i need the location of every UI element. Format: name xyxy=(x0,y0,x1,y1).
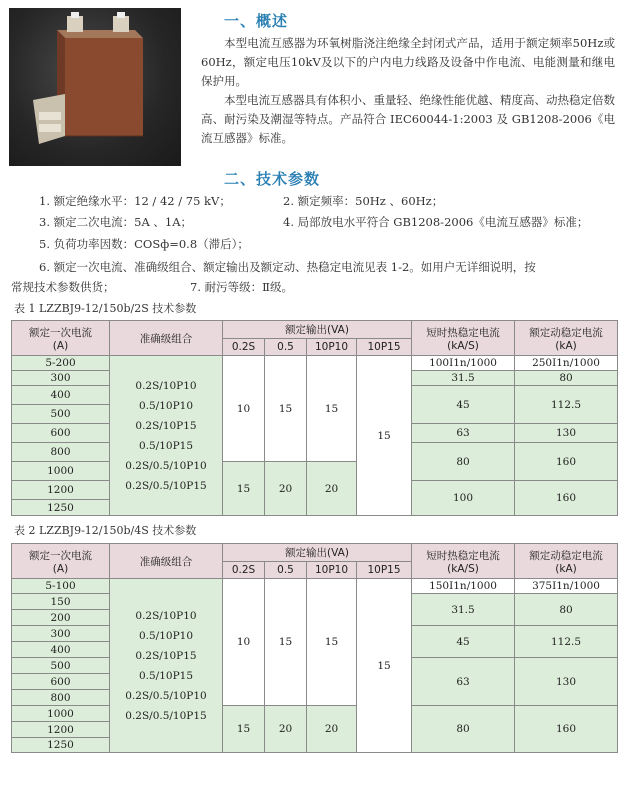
thermal-cell: 31.5 xyxy=(412,371,515,386)
dynamic-cell: 80 xyxy=(515,371,618,386)
spec-list xyxy=(0,0,627,300)
current-cell: 200 xyxy=(12,610,110,626)
header-primary-current: 额定一次电流 (A) xyxy=(12,544,110,579)
dynamic-cell: 112.5 xyxy=(515,626,618,658)
current-cell: 1250 xyxy=(12,738,110,753)
spec-item-7: 7. 耐污等级：Ⅱ级。 xyxy=(190,280,293,294)
current-cell: 1250 xyxy=(12,500,110,516)
spec-item-5: 5. 负荷功率因数：COSф=0.8（滞后）； xyxy=(39,237,249,251)
current-cell: 1200 xyxy=(12,481,110,500)
header-0.2s: 0.2S xyxy=(223,562,265,579)
header-10p15: 10P15 xyxy=(357,562,412,579)
current-cell: 150 xyxy=(12,594,110,610)
thermal-cell: 63 xyxy=(412,424,515,443)
overview-paragraph-2: 本型电流互感器具有体积小、重量轻、绝缘性能优越、精度高、动热稳定倍数高、耐污染及潮湿等特点。产品符合 IEC60044-1:2003 及 GB1208-2006《电流互感器》标准。 xyxy=(201,93,615,145)
output-10p15-cell: 15 xyxy=(357,356,412,516)
header-10p15: 10P15 xyxy=(357,339,412,356)
current-cell: 300 xyxy=(12,626,110,642)
dynamic-cell: 160 xyxy=(515,481,618,516)
output-10p10-cell: 20 xyxy=(307,706,357,753)
table-2-caption: 表 2 LZZBJ9-12/150b/4S 技术参数 xyxy=(14,524,197,537)
current-cell: 1000 xyxy=(12,462,110,481)
output-0.2s-cell: 15 xyxy=(223,706,265,753)
current-cell: 800 xyxy=(12,690,110,706)
header-dynamic: 额定动稳定电流 (kA) xyxy=(515,321,618,356)
spec-item-6: 6. 额定一次电流、准确级组合、额定输出及额定动、热稳定电流见表 1-2。如用户无详细说明，按 xyxy=(39,260,536,274)
thermal-cell: 100 xyxy=(412,481,515,516)
current-cell: 500 xyxy=(12,405,110,424)
output-10p15-cell: 15 xyxy=(357,579,412,753)
spec-item-4: 4. 局部放电水平符合 GB1208-2006《电流互感器》标准； xyxy=(283,215,589,229)
current-cell: 600 xyxy=(12,674,110,690)
output-10p10-cell: 20 xyxy=(307,462,357,516)
thermal-cell: 80 xyxy=(412,706,515,753)
output-0.5-cell: 20 xyxy=(265,706,307,753)
tech-params-title: 二、技术参数 xyxy=(224,170,321,188)
header-10p10: 10P10 xyxy=(307,562,357,579)
output-0.5-cell: 20 xyxy=(265,462,307,516)
header-thermal: 短时热稳定电流 (kA/S) xyxy=(412,544,515,579)
output-10p10-cell: 15 xyxy=(307,356,357,462)
table-2 xyxy=(11,543,618,753)
header-0.5: 0.5 xyxy=(265,339,307,356)
output-10p10-cell: 15 xyxy=(307,579,357,706)
overview-paragraph-1: 本型电流互感器为环氧树脂浇注绝缘全封闭式产品，适用于额定频率50Hz或60Hz，额定电压10kV及以下的户内电力线路及设备中作电流、电能测量和继电保护用。 xyxy=(201,36,615,88)
dynamic-cell: 250I1n/1000 xyxy=(515,356,618,371)
dynamic-cell: 375I1n/1000 xyxy=(515,579,618,594)
accuracy-cell: 0.2S/10P10 0.5/10P10 0.2S/10P15 0.5/10P15 0.2S/0.5/10P10 0.2S/0.5/10P15 xyxy=(110,579,223,753)
spec-item-2: 2. 额定频率：50Hz 、60Hz； xyxy=(283,194,444,208)
thermal-cell: 63 xyxy=(412,658,515,706)
current-cell: 1200 xyxy=(12,722,110,738)
output-0.2s-cell: 10 xyxy=(223,356,265,462)
header-10p10: 10P10 xyxy=(307,339,357,356)
header-thermal: 短时热稳定电流 (kA/S) xyxy=(412,321,515,356)
output-0.5-cell: 15 xyxy=(265,579,307,706)
dynamic-cell: 160 xyxy=(515,443,618,481)
current-cell: 400 xyxy=(12,642,110,658)
dynamic-cell: 130 xyxy=(515,424,618,443)
thermal-cell: 150I1n/1000 xyxy=(412,579,515,594)
header-0.5: 0.5 xyxy=(265,562,307,579)
dynamic-cell: 80 xyxy=(515,594,618,626)
header-dynamic: 额定动稳定电流 (kA) xyxy=(515,544,618,579)
table-1-caption: 表 1 LZZBJ9-12/150b/2S 技术参数 xyxy=(14,302,197,315)
current-cell: 600 xyxy=(12,424,110,443)
thermal-cell: 45 xyxy=(412,386,515,424)
thermal-cell: 31.5 xyxy=(412,594,515,626)
thermal-cell: 80 xyxy=(412,443,515,481)
spec-item-3: 3. 额定二次电流：5A 、1A； xyxy=(39,215,193,229)
dynamic-cell: 112.5 xyxy=(515,386,618,424)
overview-title: 一、概述 xyxy=(224,12,289,30)
current-cell: 5-100 xyxy=(12,579,110,594)
spec-item-6-cont: 常规技术参数供货； xyxy=(11,280,115,294)
dynamic-cell: 130 xyxy=(515,658,618,706)
dynamic-cell: 160 xyxy=(515,706,618,753)
header-accuracy: 准确级组合 xyxy=(110,544,223,579)
header-primary-current: 额定一次电流 (A) xyxy=(12,321,110,356)
current-cell: 5-200 xyxy=(12,356,110,371)
header-output: 额定输出(VA) xyxy=(223,544,412,562)
current-cell: 800 xyxy=(12,443,110,462)
current-cell: 500 xyxy=(12,658,110,674)
spec-item-1: 1. 额定绝缘水平：12 / 42 / 75 kV； xyxy=(39,194,231,208)
output-0.5-cell: 15 xyxy=(265,356,307,462)
thermal-cell: 100I1n/1000 xyxy=(412,356,515,371)
output-0.2s-cell: 15 xyxy=(223,462,265,516)
current-cell: 1000 xyxy=(12,706,110,722)
current-cell: 400 xyxy=(12,386,110,405)
header-0.2s: 0.2S xyxy=(223,339,265,356)
table-1 xyxy=(11,320,618,516)
header-output: 额定输出(VA) xyxy=(223,321,412,339)
accuracy-cell: 0.2S/10P10 0.5/10P10 0.2S/10P15 0.5/10P15 0.2S/0.5/10P10 0.2S/0.5/10P15 xyxy=(110,356,223,516)
thermal-cell: 45 xyxy=(412,626,515,658)
output-0.2s-cell: 10 xyxy=(223,579,265,706)
current-cell: 300 xyxy=(12,371,110,386)
header-accuracy: 准确级组合 xyxy=(110,321,223,356)
